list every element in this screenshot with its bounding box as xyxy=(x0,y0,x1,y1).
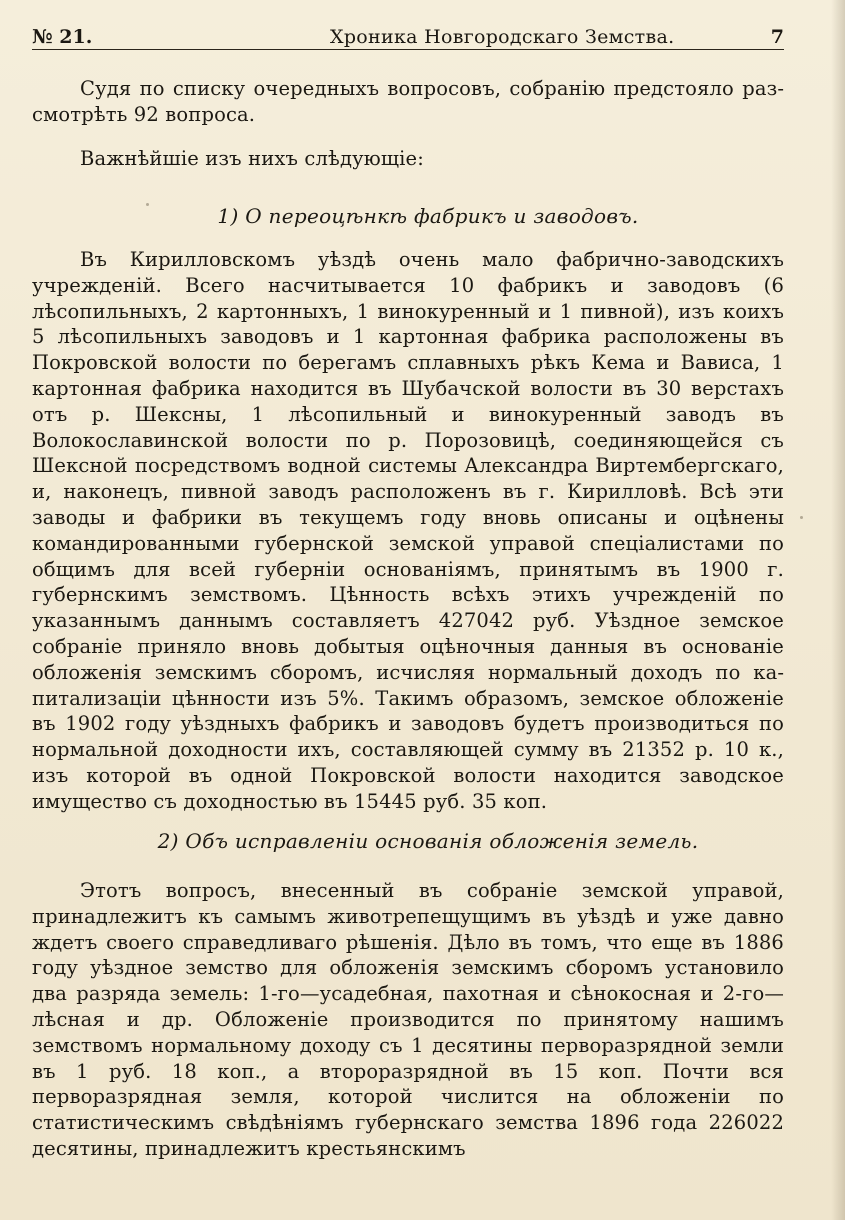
section-2-paragraph: Этотъ вопросъ, внесенный въ собраніе земской управой, принадлежитъ къ самымъ животрепещущимъ въ уѣздѣ и уже давно ждетъ своего справедливаго рѣшенія. Дѣло въ томъ, что еще въ 1886 году уѣздное земство для обложенія земскимъ сборомъ установило два разряда земель: 1-го—усадебная, пахотная и сѣнокосная и 2-го—лѣсная и др. Обложеніе производится по принятому нашимъ земствомъ нормальному доходу съ 1 десятины перворазрядной земли въ 1 руб. 18 коп., а второразрядной въ 15 коп. Почти вся перворазрядная земля, которой числится на обложеніи по статистическимъ свѣдѣніямъ губернскаго земства 1896 года 226022 десятины, принадлежитъ крестьянскимъ xyxy=(32,879,784,1160)
section-1-paragraph: Въ Кирилловскомъ уѣздѣ очень мало фабрично-заводскихъ учрежденій. Всего насчитывается 10 фабрикъ и заводовъ (6 лѣсопильныхъ, 2 картонныхъ, 1 винокуренный и 1 пивной), изъ коихъ 5 лѣсопильныхъ заводовъ и 1 картонная фабрика расположены въ Покровской волости по берегамъ сплавныхъ рѣкъ Кема и Вависа, 1 картонная фабрика находится въ Шубачской волости въ 30 верстахъ отъ р. Шексны, 1 лѣсопильный и винокуренный заводъ въ Волокославинской волости по р. Порозовицѣ, соединяющейся съ Шексной посредствомъ водной системы Александра Виртембергскаго, и, наконецъ, пивной заводъ расположенъ въ г. Кирилловѣ. Всѣ эти заводы и фабрики въ текущемъ году вновь описаны и оцѣнены командированными губернской земской управой спеціалистами по общимъ для всей губерніи основаніямъ, принятымъ въ 1900 г. губернскимъ земствомъ. Цѣнность всѣхъ этихъ учрежденій по указаннымъ даннымъ составляетъ 427042 руб. Уѣздное земское собраніе приняло вновь добытыя оцѣночныя данныя въ основаніе обложенія земскимъ сборомъ, исчисляя нормальный доходъ по капитализаціи цѣнности изъ 5%. Такимъ образомъ, земское обложеніе въ 1902 году уѣздныхъ фабрикъ и заводовъ будетъ производиться по нормальной доходности ихъ, составляющей сумму въ 21352 р. 10 к., изъ которой въ одной Покровской волости находится заводское имущество съ доходностью въ 15445 руб. 35 коп. xyxy=(32,248,784,813)
important-paragraph: Важнѣйшіе изъ нихъ слѣдующіе: xyxy=(80,147,424,170)
running-header xyxy=(32,24,784,50)
paper-speck xyxy=(800,516,803,519)
section-heading-1: 1) О переоцѣнкѣ фабрикъ и заводовъ. xyxy=(217,204,639,228)
journal-title: Хроника Новгородскаго Земства. xyxy=(330,26,675,48)
paper-speck xyxy=(706,775,709,778)
page-edge-shadow xyxy=(831,0,845,1220)
header-divider xyxy=(32,49,784,50)
paper-speck xyxy=(146,203,149,206)
intro-paragraph: Судя по списку очередныхъ вопросовъ, собранію предстояло разсмотрѣть 92 вопроса. xyxy=(32,77,784,126)
section-heading-2: 2) Объ исправленіи основанія обложенія земель. xyxy=(157,829,699,853)
issue-number: № 21. xyxy=(32,26,93,48)
page-number: 7 xyxy=(770,26,784,48)
